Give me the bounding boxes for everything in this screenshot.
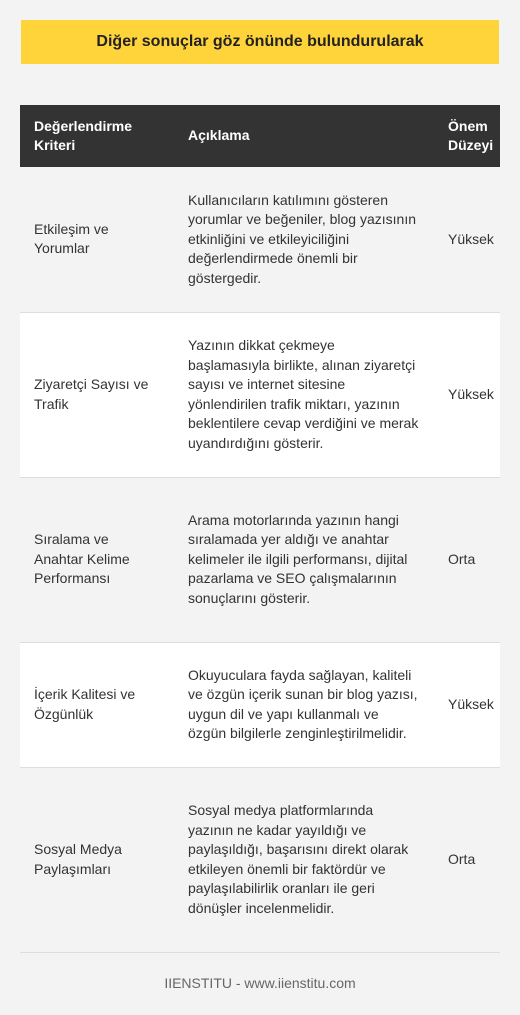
description-cell: Sosyal medya platformlarında yazının ne kadar yayıldığı ve paylaşıldığı, başarısını direkt olarak etkileyen önemli bir faktördür ve paylaşılabilirlik oranları ile geri dönüşler incelenmelidir. <box>174 767 434 952</box>
table-header-row <box>20 105 500 167</box>
table-row <box>20 477 500 642</box>
criterion-cell: Sosyal Medya Paylaşımları <box>20 767 174 952</box>
criterion-cell: Ziyaretçi Sayısı ve Trafik <box>20 312 174 477</box>
description-cell: Kullanıcıların katılımını gösteren yorumlar ve beğeniler, blog yazısının etkinliğini ve etkileyiciliğini değerlendirmede önemli bir göstergedir. <box>174 167 434 312</box>
column-header-level: Önem Düzeyi <box>434 105 500 167</box>
criterion-cell: Sıralama ve Anahtar Kelime Performansı <box>20 477 174 642</box>
table-row <box>20 767 500 952</box>
description-cell: Arama motorlarında yazının hangi sıralamada yer aldığı ve anahtar kelimeler ile ilgili performansı, dijital pazarlama ve SEO çalışmalarının sonuçlarını gösterir. <box>174 477 434 642</box>
level-cell: Orta <box>434 767 500 952</box>
description-cell: Okuyuculara fayda sağlayan, kaliteli ve özgün içerik sunan bir blog yazısı, uygun dil ve yapı kullanmalı ve özgün bilgilerle zenginleştirilmelidir. <box>174 642 434 767</box>
criterion-cell: Etkileşim ve Yorumlar <box>20 167 174 312</box>
description-cell: Yazının dikkat çekmeye başlamasıyla birlikte, alınan ziyaretçi sayısı ve internet sitesine yönlendirilen trafik miktarı, yazının beklentilere cevap verdiğini ve merak uyandırdığını gösterir. <box>174 312 434 477</box>
criterion-cell: İçerik Kalitesi ve Özgünlük <box>20 642 174 767</box>
level-cell: Yüksek <box>434 312 500 477</box>
column-header-description: Açıklama <box>174 105 434 167</box>
table-row <box>20 167 500 312</box>
footer-credit: IIENSTITU - www.iienstitu.com <box>164 975 356 991</box>
page-title: Diğer sonuçlar göz önünde bulundurularak <box>96 33 424 50</box>
level-cell: Yüksek <box>434 167 500 312</box>
level-cell: Orta <box>434 477 500 642</box>
column-header-criterion: Değerlendirme Kriteri <box>20 105 174 167</box>
title-banner <box>21 20 499 64</box>
criteria-table <box>20 105 500 953</box>
table-row <box>20 642 500 767</box>
table-row <box>20 312 500 477</box>
level-cell: Yüksek <box>434 642 500 767</box>
